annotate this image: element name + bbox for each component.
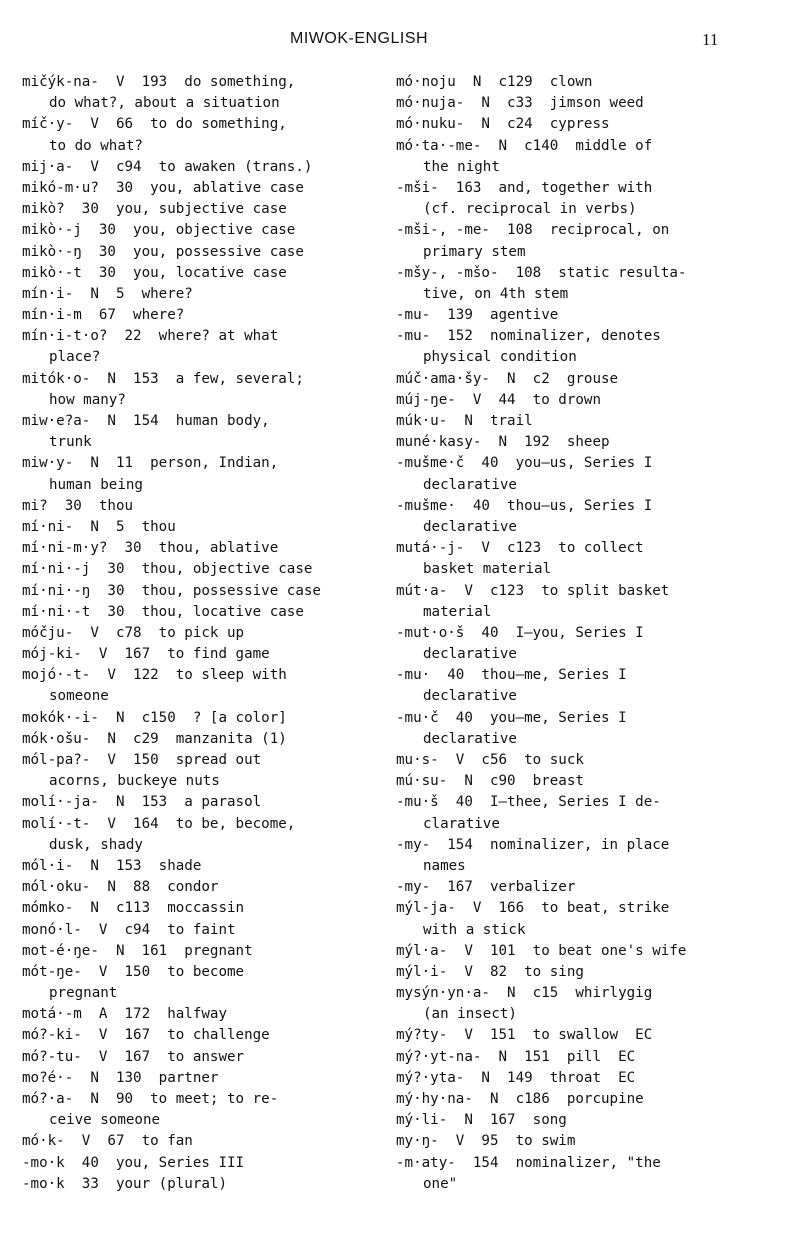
entry-line: molí·-ja- N 153 a parasol bbox=[22, 794, 262, 811]
entry-line: mý·hy·na- N c186 porcupine bbox=[396, 1091, 644, 1107]
entry-continuation: human being bbox=[49, 476, 143, 493]
page-title: MIWOK-ENGLISH bbox=[290, 30, 429, 47]
entry-line: -mo·k 33 your (plural) bbox=[22, 1175, 227, 1192]
entry-line: mó·k- V 67 to fan bbox=[22, 1133, 193, 1150]
entry-line: -my- 167 verbalizer bbox=[396, 879, 576, 896]
entry-continuation: do what?, about a situation bbox=[49, 95, 280, 112]
entry-continuation: trunk bbox=[49, 434, 92, 451]
right-column bbox=[396, 72, 766, 1195]
entry-line: -mu- 152 nominalizer, denotes bbox=[396, 328, 661, 345]
entry-line: mikò·-t 30 you, locative case bbox=[22, 264, 287, 281]
entry-line: mysýn·yn·a- N c15 whirlygig bbox=[396, 985, 653, 1002]
entry-line: mu·s- V c56 to suck bbox=[396, 752, 584, 768]
entry-line: mú·su- N c90 breast bbox=[396, 773, 584, 790]
entry-line: -mši- 163 and, together with bbox=[396, 179, 653, 196]
entry-line: mút·a- V c123 to split basket bbox=[396, 582, 670, 599]
entry-line: mó·ta·-me- N c140 middle of bbox=[396, 137, 653, 154]
entry-continuation: declarative bbox=[423, 476, 517, 493]
entry-line: -mšy-, -mšo- 108 static resulta- bbox=[396, 264, 687, 281]
entry-line: mutá·-j- V c123 to collect bbox=[396, 540, 644, 557]
left-column bbox=[22, 72, 372, 1195]
entry-line: mó?-tu- V 167 to answer bbox=[22, 1048, 245, 1065]
entry-continuation: place? bbox=[49, 349, 101, 366]
entry-continuation: basket material bbox=[423, 561, 552, 578]
entry-line: mojó·-t- V 122 to sleep with bbox=[22, 667, 287, 684]
entry-line: mót-ŋe- V 150 to become bbox=[22, 963, 245, 980]
page-number: 11 bbox=[702, 30, 719, 49]
entry-line: mí·ni-m·y? 30 thou, ablative bbox=[22, 540, 279, 557]
entry-line: mikò·-ŋ 30 you, possessive case bbox=[22, 243, 304, 260]
entry-line: mó·noju N c129 clown bbox=[396, 74, 593, 90]
entry-line: móčju- V c78 to pick up bbox=[22, 624, 245, 641]
entry-continuation: primary stem bbox=[423, 243, 526, 260]
entry-continuation: physical condition bbox=[423, 349, 577, 366]
entry-continuation: tive, on 4th stem bbox=[423, 285, 569, 302]
entry-line: míč·y- V 66 to do something, bbox=[22, 116, 287, 133]
entry-line: mitók·o- N 153 a few, several; bbox=[22, 370, 304, 387]
entry-line: -mu·š 40 I—thee, Series I de- bbox=[396, 794, 661, 811]
entry-continuation: dusk, shady bbox=[49, 836, 143, 853]
entry-line: mó·nuja- N c33 jimson weed bbox=[396, 95, 644, 112]
entry-line: mot-é·ŋe- N 161 pregnant bbox=[22, 942, 253, 959]
entry-line: mikò? 30 you, subjective case bbox=[22, 201, 287, 218]
entry-line: mómko- N c113 moccassin bbox=[22, 900, 245, 917]
entry-line: -mušme·č 40 you—us, Series I bbox=[396, 455, 653, 472]
entry-line: mín·i-m 67 where? bbox=[22, 307, 185, 324]
entry-line: mín·i-t·o? 22 where? at what bbox=[22, 328, 279, 345]
entry-line: mól-pa?- V 150 spread out bbox=[22, 752, 262, 768]
entry-line: mýl·a- V 101 to beat one's wife bbox=[396, 942, 687, 959]
entry-line: mokók·-i- N c150 ? [a color] bbox=[22, 709, 287, 726]
entry-line: mí·ni·-ŋ 30 thou, possessive case bbox=[22, 582, 321, 599]
entry-continuation: (cf. reciprocal in verbs) bbox=[423, 201, 637, 218]
entry-continuation: acorns, buckeye nuts bbox=[49, 773, 220, 790]
entry-line: mi? 30 thou bbox=[22, 497, 134, 514]
entry-line: my·ŋ- V 95 to swim bbox=[396, 1133, 576, 1150]
entry-line: mikò·-j 30 you, objective case bbox=[22, 222, 296, 239]
entry-line: -mu· 40 thou—me, Series I bbox=[396, 667, 627, 684]
entry-line: -mut·o·š 40 I—you, Series I bbox=[396, 624, 644, 641]
entry-line: -mušme· 40 thou—us, Series I bbox=[396, 497, 653, 514]
entry-line: -mu- 139 agentive bbox=[396, 307, 559, 324]
entry-line: mýl-ja- V 166 to beat, strike bbox=[396, 900, 670, 917]
entry-line: -m·aty- 154 nominalizer, "the bbox=[396, 1154, 661, 1171]
entry-line: mikó-m·u? 30 you, ablative case bbox=[22, 179, 304, 196]
entry-continuation: ceive someone bbox=[49, 1112, 161, 1129]
entry-continuation: one" bbox=[423, 1175, 458, 1192]
entry-continuation: declarative bbox=[423, 688, 517, 705]
entry-line: mí·ni·-t 30 thou, locative case bbox=[22, 603, 304, 620]
entry-line: mí·ni·-j 30 thou, objective case bbox=[22, 561, 313, 578]
entry-line: mó?-ki- V 167 to challenge bbox=[22, 1027, 270, 1044]
entry-line: motá·-m A 172 halfway bbox=[22, 1006, 227, 1023]
entry-line: mók·ošu- N c29 manzanita (1) bbox=[22, 730, 287, 747]
entry-continuation: material bbox=[423, 603, 492, 620]
entry-line: -my- 154 nominalizer, in place bbox=[396, 836, 670, 853]
entry-continuation: the night bbox=[423, 158, 500, 175]
entry-line: mín·i- N 5 where? bbox=[22, 285, 193, 302]
entry-continuation: clarative bbox=[423, 815, 500, 832]
entry-continuation: declarative bbox=[423, 646, 517, 663]
entry-continuation: how many? bbox=[49, 391, 126, 408]
entry-line: mý·li- N 167 song bbox=[396, 1112, 567, 1129]
entry-line: molí·-t- V 164 to be, become, bbox=[22, 815, 296, 832]
entry-line: mí·ni- N 5 thou bbox=[22, 518, 176, 535]
entry-line: -mo·k 40 you, Series III bbox=[22, 1154, 245, 1171]
entry-line: mój-ki- V 167 to find game bbox=[22, 646, 270, 663]
entry-continuation: pregnant bbox=[49, 985, 118, 1002]
entry-line: -mu·č 40 you—me, Series I bbox=[396, 709, 627, 726]
entry-continuation: names bbox=[423, 857, 466, 874]
entry-line: miw·y- N 11 person, Indian, bbox=[22, 455, 279, 472]
entry-line: mý?·yta- N 149 throat EC bbox=[396, 1069, 636, 1086]
entry-continuation: with a stick bbox=[423, 921, 526, 938]
entry-line: mý?ty- V 151 to swallow EC bbox=[396, 1027, 653, 1044]
entry-continuation: someone bbox=[49, 688, 109, 705]
entry-line: múj-ŋe- V 44 to drown bbox=[396, 391, 601, 408]
entry-line: mól·oku- N 88 condor bbox=[22, 879, 219, 896]
entry-line: mičýk-na- V 193 do something, bbox=[22, 74, 296, 90]
entry-continuation: declarative bbox=[423, 518, 517, 535]
entry-line: mó·nuku- N c24 cypress bbox=[396, 116, 610, 133]
entry-line: mij·a- V c94 to awaken (trans.) bbox=[22, 158, 313, 175]
entry-continuation: declarative bbox=[423, 730, 517, 747]
entry-line: múč·ama·šy- N c2 grouse bbox=[396, 370, 619, 387]
running-header bbox=[0, 30, 786, 52]
entry-continuation: to do what? bbox=[49, 137, 143, 154]
entry-line: mý?·yt-na- N 151 pill EC bbox=[396, 1048, 636, 1065]
entry-line: múk·u- N trail bbox=[396, 413, 533, 429]
entry-line: miw·e?a- N 154 human body, bbox=[22, 413, 270, 429]
entry-line: muné·kasy- N 192 sheep bbox=[396, 434, 610, 451]
entry-continuation: (an insect) bbox=[423, 1006, 517, 1023]
entry-line: monó·l- V c94 to faint bbox=[22, 921, 236, 938]
entry-line: -mši-, -me- 108 reciprocal, on bbox=[396, 222, 670, 239]
entry-line: mýl·i- V 82 to sing bbox=[396, 963, 584, 980]
entry-line: mó?·a- N 90 to meet; to re- bbox=[22, 1091, 279, 1107]
entry-line: mo?é·- N 130 partner bbox=[22, 1069, 219, 1086]
entry-line: mól·i- N 153 shade bbox=[22, 857, 202, 874]
